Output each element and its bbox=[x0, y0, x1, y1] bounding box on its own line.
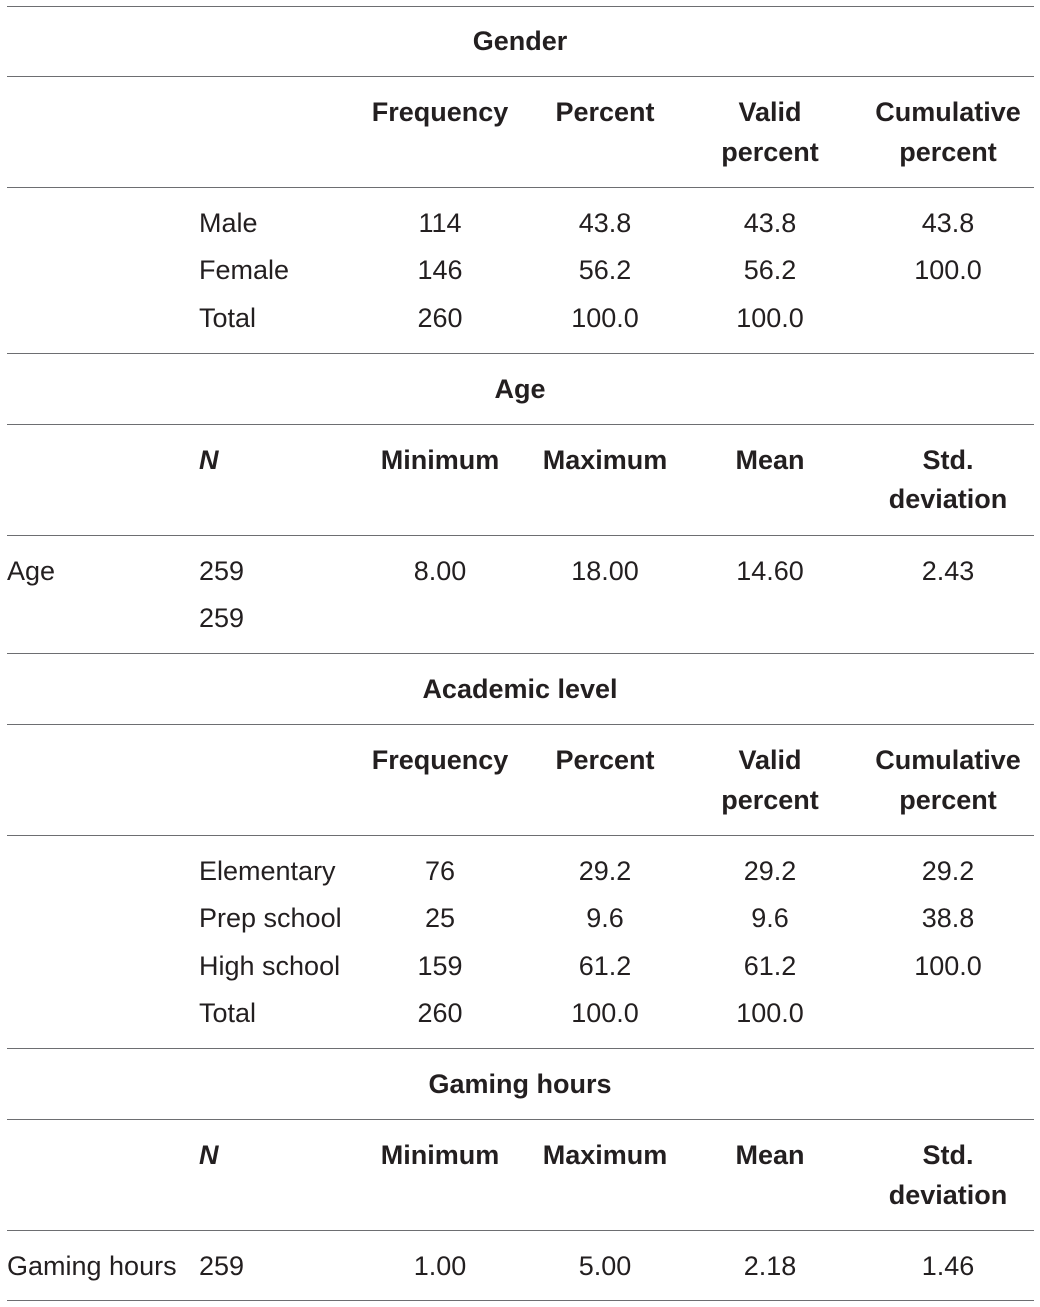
gender-row-valid: 56.2 bbox=[743, 255, 797, 285]
gaming-row-maximum: 5.00 bbox=[578, 1251, 632, 1281]
academic-header-valid: Valid bbox=[738, 745, 802, 775]
gender-row-cumulative: 43.8 bbox=[921, 208, 975, 238]
age-row-maximum: 18.00 bbox=[571, 556, 639, 586]
gender-row-percent: 43.8 bbox=[578, 208, 632, 238]
academic-row-label: Total bbox=[199, 998, 257, 1028]
academic-row-cumulative: 100.0 bbox=[914, 951, 982, 981]
age-header-maximum: Maximum bbox=[542, 445, 668, 475]
academic-row-valid: 100.0 bbox=[736, 998, 804, 1028]
gender-row-label: Male bbox=[199, 208, 258, 238]
academic-header-frequency: Frequency bbox=[371, 745, 509, 775]
academic-row-valid: 9.6 bbox=[751, 903, 789, 933]
gender-header-valid-2: percent bbox=[721, 137, 819, 167]
gaming-header-maximum: Maximum bbox=[542, 1140, 668, 1170]
gaming-header-n: N bbox=[199, 1140, 219, 1170]
rule-age-title bbox=[7, 424, 1034, 425]
gaming-row-label: Gaming hours bbox=[7, 1251, 177, 1281]
gender-header-cumulative: Cumulative bbox=[875, 97, 1021, 127]
rule-gender-end bbox=[7, 353, 1034, 354]
gender-row-frequency: 114 bbox=[418, 208, 462, 238]
gender-title: Gender bbox=[472, 26, 568, 56]
academic-row-label: High school bbox=[199, 951, 341, 981]
gaming-title: Gaming hours bbox=[428, 1069, 612, 1099]
age-row-std: 2.43 bbox=[921, 556, 975, 586]
rule-gender-title bbox=[7, 76, 1034, 77]
academic-row-label: Elementary bbox=[199, 856, 336, 886]
rule-gaming-header bbox=[7, 1230, 1034, 1231]
rule-academic-title bbox=[7, 724, 1034, 725]
academic-row-percent: 29.2 bbox=[578, 856, 632, 886]
rule-academic-header bbox=[7, 835, 1034, 836]
academic-row-frequency: 260 bbox=[417, 998, 463, 1028]
academic-row-valid: 29.2 bbox=[743, 856, 797, 886]
age-header-minimum: Minimum bbox=[380, 445, 500, 475]
age-row-n-2: 259 bbox=[199, 603, 245, 633]
academic-title: Academic level bbox=[422, 674, 618, 704]
rule-bottom bbox=[7, 1300, 1034, 1301]
age-row-mean: 14.60 bbox=[736, 556, 804, 586]
academic-row-frequency: 159 bbox=[417, 951, 463, 981]
academic-row-cumulative: 29.2 bbox=[921, 856, 975, 886]
academic-header-cumulative-2: percent bbox=[899, 785, 997, 815]
gaming-row-std: 1.46 bbox=[921, 1251, 975, 1281]
gender-header-frequency: Frequency bbox=[371, 97, 509, 127]
age-title: Age bbox=[494, 374, 546, 404]
academic-row-valid: 61.2 bbox=[743, 951, 797, 981]
gaming-header-std: Std. bbox=[922, 1140, 974, 1170]
academic-row-frequency: 76 bbox=[424, 856, 456, 886]
gender-row-frequency: 260 bbox=[417, 303, 463, 333]
age-header-n: N bbox=[199, 445, 219, 475]
gaming-header-std-2: deviation bbox=[888, 1180, 1008, 1210]
academic-row-percent: 100.0 bbox=[571, 998, 639, 1028]
academic-header-valid-2: percent bbox=[721, 785, 819, 815]
academic-row-percent: 9.6 bbox=[586, 903, 624, 933]
gender-row-cumulative: 100.0 bbox=[914, 255, 982, 285]
gender-row-frequency: 146 bbox=[417, 255, 463, 285]
age-header-std-2: deviation bbox=[888, 484, 1008, 514]
academic-header-cumulative: Cumulative bbox=[875, 745, 1021, 775]
academic-row-percent: 61.2 bbox=[578, 951, 632, 981]
gaming-row-minimum: 1.00 bbox=[413, 1251, 467, 1281]
rule-age-end bbox=[7, 653, 1034, 654]
gaming-row-mean: 2.18 bbox=[743, 1251, 797, 1281]
rule-top bbox=[7, 6, 1034, 7]
gender-header-valid: Valid bbox=[738, 97, 802, 127]
age-header-std: Std. bbox=[922, 445, 974, 475]
academic-row-frequency: 25 bbox=[424, 903, 456, 933]
academic-row-label: Prep school bbox=[199, 903, 342, 933]
gender-row-label: Female bbox=[199, 255, 290, 285]
age-row-label: Age bbox=[7, 556, 56, 586]
gaming-header-mean: Mean bbox=[735, 1140, 805, 1170]
rule-gender-header bbox=[7, 187, 1034, 188]
gender-row-percent: 56.2 bbox=[578, 255, 632, 285]
gaming-header-minimum: Minimum bbox=[380, 1140, 500, 1170]
age-row-minimum: 8.00 bbox=[413, 556, 467, 586]
academic-row-cumulative: 38.8 bbox=[921, 903, 975, 933]
gaming-row-n: 259 bbox=[199, 1251, 245, 1281]
rule-academic-end bbox=[7, 1048, 1034, 1049]
gender-row-valid: 100.0 bbox=[736, 303, 804, 333]
gender-header-cumulative-2: percent bbox=[899, 137, 997, 167]
age-row-n: 259 bbox=[199, 556, 245, 586]
academic-header-percent: Percent bbox=[555, 745, 655, 775]
gender-row-valid: 43.8 bbox=[743, 208, 797, 238]
age-header-mean: Mean bbox=[735, 445, 805, 475]
rule-age-header bbox=[7, 535, 1034, 536]
gender-row-label: Total bbox=[199, 303, 257, 333]
gender-header-percent: Percent bbox=[555, 97, 655, 127]
rule-gaming-title bbox=[7, 1119, 1034, 1120]
gender-row-percent: 100.0 bbox=[571, 303, 639, 333]
